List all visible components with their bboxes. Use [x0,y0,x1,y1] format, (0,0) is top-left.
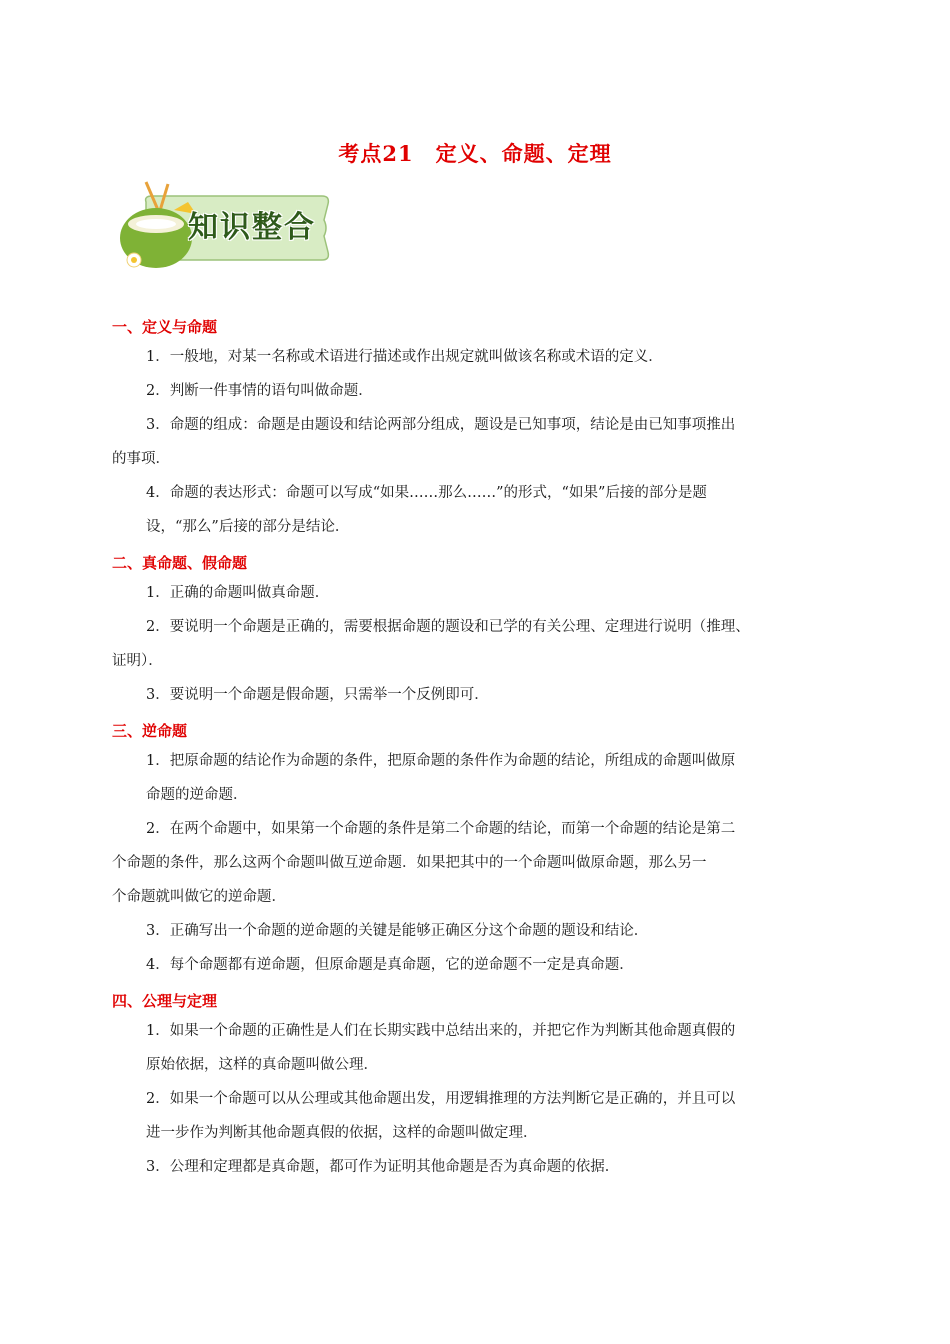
paragraph [112,576,837,610]
paragraph-line: 证明）． [112,653,163,669]
paragraph [112,610,837,678]
paragraph-line: 进一步作为判断其他命题真假的依据，这样的命题叫做定理． [146,1125,538,1141]
paragraph-line: 3．要说明一个命题是假命题，只需举一个反例即可． [146,687,489,703]
paragraph [112,1082,837,1150]
paragraph [112,1150,837,1184]
content-body [112,308,837,1184]
paragraph-line: 2．判断一件事情的语句叫做命题． [146,383,373,399]
paragraph-line: 1．如果一个命题的正确性是人们在长期实践中总结出来的，并把它作为判断其他命题真假的 [146,1023,736,1039]
paragraph [112,374,837,408]
paragraph [112,812,837,914]
paragraph-line: 的事项． [112,451,170,467]
paragraph-line: 设，“那么”后接的部分是结论． [146,519,350,535]
paragraph [112,914,837,948]
paragraph-line: 1．一般地，对某一名称或术语进行描述或作出规定就叫做该名称或术语的定义． [146,349,663,365]
paragraph-line: 3．命题的组成：命题是由题设和结论两部分组成，题设是已知事项，结论是由已知事项推出 [146,417,736,433]
section-heading: 二、真命题、假命题 [112,554,248,572]
paragraph [112,408,837,476]
paragraph-line: 1．把原命题的结论作为命题的条件，把原命题的条件作为命题的结论，所组成的命题叫做原 [146,753,736,769]
paragraph [112,744,837,812]
paragraph-line: 2．如果一个命题可以从公理或其他命题出发，用逻辑推理的方法判断它是正确的，并且可以 [146,1091,736,1107]
paragraph-line: 4．命题的表达形式：命题可以写成“如果……那么……”的形式，“如果”后接的部分是题 [146,485,707,501]
paragraph [112,948,837,982]
paragraph-line: 3．正确写出一个命题的逆命题的关键是能够正确区分这个命题的题设和结论． [146,923,649,939]
section-heading: 三、逆命题 [112,722,188,740]
badge-label: 知识整合 [188,210,316,245]
paragraph [112,476,837,544]
paragraph-line: 3．公理和定理都是真命题，都可作为证明其他命题是否为真命题的依据． [146,1159,620,1175]
page-title: 考点21 定义、命题、定理 [338,141,612,166]
paragraph-line: 个命题就叫做它的逆命题． [112,889,286,905]
paragraph-line: 2．在两个命题中，如果第一个命题的条件是第二个命题的结论，而第一个命题的结论是第二 [146,821,736,837]
knowledge-badge [116,180,336,276]
paragraph-line: 1．正确的命题叫做真命题． [146,585,330,601]
paragraph [112,340,837,374]
paragraph-line: 4．每个命题都有逆命题，但原命题是真命题，它的逆命题不一定是真命题． [146,957,634,973]
paragraph-line: 个命题的条件，那么这两个命题叫做互逆命题．如果把其中的一个命题叫做原命题，那么另一 [112,855,707,871]
section-heading: 四、公理与定理 [112,992,218,1010]
paragraph [112,1014,837,1082]
paragraph [112,678,837,712]
paragraph-line: 原始依据，这样的真命题叫做公理． [146,1057,378,1073]
paragraph-line: 2．要说明一个命题是正确的，需要根据命题的题设和已学的有关公理、定理进行说明（推理、 [146,619,750,635]
paragraph-line: 命题的逆命题． [146,787,248,803]
section-heading: 一、定义与命题 [112,318,218,336]
